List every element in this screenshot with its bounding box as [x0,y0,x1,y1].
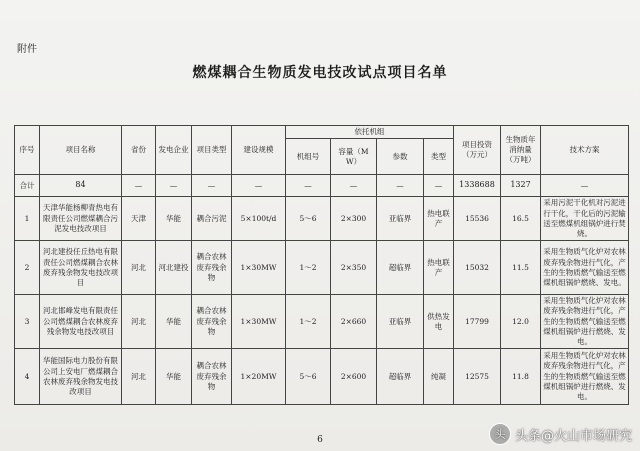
document-title: 燃煤耦合生物质发电技改试点项目名单 [192,65,448,81]
header-unit-no: 机组号 [286,139,331,175]
cell-params: 亚临界 [377,295,424,349]
cell-invest: 15536 [454,197,501,241]
table-row [15,241,629,295]
cell-province: 河北 [122,241,156,295]
cell-company: 华能 [156,349,192,405]
project-table [14,125,629,405]
cell-scale: 1×20MW [232,349,286,405]
header-province: 省份 [122,126,156,175]
cell-capacity: 2×300 [331,197,377,241]
cell-unit-type: 纯凝 [424,349,454,405]
cell-scale: 5×100t/d [232,197,286,241]
cell-dash: — [156,175,192,197]
total-consume: 1327 [501,175,541,197]
cell-unit-type: 热电联产 [424,197,454,241]
cell-dash: — [377,175,424,197]
header-company: 发电企业 [156,126,192,175]
cell-name: 天津华能杨柳青热电有限责任公司燃煤耦合污泥发电技改项目 [40,197,122,241]
cell-name: 河北邯峰发电有限责任公司燃煤耦合农林废弃残余物发电技改项目 [40,295,122,349]
table-row [15,197,629,241]
cell-invest: 15032 [454,241,501,295]
cell-unit-no: 1～2 [286,295,331,349]
watermark [489,421,632,447]
cell-params: 超临界 [377,349,424,405]
header-params: 参数 [377,139,424,175]
cell-province: 河北 [122,349,156,405]
cell-unit-no: 1～2 [286,241,331,295]
header-seq: 序号 [15,126,40,175]
cell-unit-type: 供热发电 [424,295,454,349]
cell-project-type: 耦合农林废弃残余物 [192,349,232,405]
cell-unit-no: 5～6 [286,197,331,241]
header-consume: 生物质年消纳量（万吨） [501,126,541,175]
cell-province: 天津 [122,197,156,241]
cell-dash: — [232,175,286,197]
cell-params: 超临界 [377,241,424,295]
cell-seq: 4 [15,349,40,405]
cell-capacity: 2×660 [331,295,377,349]
cell-seq: 3 [15,295,40,349]
cell-scale: 1×30MW [232,295,286,349]
attachment-label: 附件 [17,44,37,55]
cell-capacity: 2×600 [331,349,377,405]
cell-tech: 采用污泥干化机对污泥进行干化，干化后的污泥输送至燃煤机组锅炉进行焚烧。 [541,197,629,241]
header-name: 项目名称 [40,126,122,175]
cell-unit-type: 热电联产 [424,241,454,295]
total-invest: 1338688 [454,175,501,197]
cell-province: 河北 [122,295,156,349]
cell-invest: 17799 [454,295,501,349]
cell-dash: — [192,175,232,197]
total-row [15,175,629,197]
cell-capacity: 2×350 [331,241,377,295]
cell-tech: 采用生物质气化炉对农林废弃残余物进行气化，产生的生物质燃气输送至燃煤机组锅炉燃烧、发电。 [541,241,629,295]
cell-dash: — [122,175,156,197]
header-tech: 技术方案 [541,126,629,175]
cell-company: 华能 [156,295,192,349]
cell-unit-no: 5～6 [286,349,331,405]
cell-project-type: 耦合污泥 [192,197,232,241]
header-unit-type: 类型 [424,139,454,175]
cell-dash: — [424,175,454,197]
page-number: 6 [317,435,323,445]
total-label: 合计 [15,175,40,197]
header-capacity: 容量（MW） [331,139,377,175]
cell-dash: — [541,175,629,197]
table-row [15,349,629,405]
cell-consume: 16.5 [501,197,541,241]
cell-tech: 采用生物质气化炉对农林废弃残余物进行气化，产生的生物质燃气输送至燃煤机组锅炉进行燃烧、发电。 [541,295,629,349]
cell-invest: 12575 [454,349,501,405]
cell-project-type: 耦合农林废弃残余物 [192,241,232,295]
cell-company: 华能 [156,197,192,241]
header-invest: 项目投资（万元） [454,126,501,175]
cell-name: 华能国际电力股份有限公司上安电厂燃煤耦合农林废弃残余物发电技改项目 [40,349,122,405]
cell-consume: 11.5 [501,241,541,295]
cell-seq: 1 [15,197,40,241]
cell-name: 河北建投任丘热电有限责任公司燃煤耦合农林废弃残余物发电技改项目 [40,241,122,295]
cell-tech: 采用生物质气化炉对农林废弃残余物进行气化，产生的生物质燃气输送至燃煤机组锅炉进行燃烧、发电。 [541,349,629,405]
total-count: 84 [40,175,122,197]
watermark-text: 头条@火山市场研究 [514,428,632,444]
cell-dash: — [286,175,331,197]
cell-project-type: 耦合农林废弃残余物 [192,295,232,349]
watermark-logo-icon: 头 [489,423,511,445]
header-group: 依托机组 [286,126,454,139]
header-scale: 建设规模 [232,126,286,175]
cell-params: 亚临界 [377,197,424,241]
header-project-type: 项目类型 [192,126,232,175]
cell-seq: 2 [15,241,40,295]
cell-consume: 12.0 [501,295,541,349]
cell-scale: 1×30MW [232,241,286,295]
cell-dash: — [331,175,377,197]
table-row [15,295,629,349]
cell-consume: 11.8 [501,349,541,405]
cell-company: 河北建投 [156,241,192,295]
